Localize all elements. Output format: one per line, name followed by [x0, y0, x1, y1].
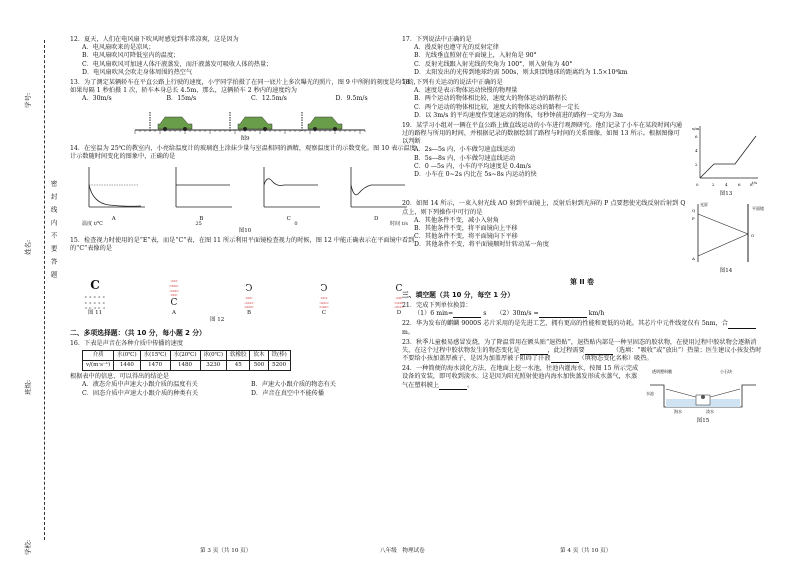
question-13: [70, 79, 420, 143]
option-a: A．速度是表示物体运动快慢的物理量: [414, 87, 518, 95]
option-b: B．其他条件不变，将平面镜向上平移: [414, 224, 518, 232]
svg-text:O: O: [751, 233, 755, 239]
svg-text:6: 6: [695, 133, 698, 139]
option-a: A．30m/s: [82, 95, 112, 103]
figure-13-caption: 图13: [719, 191, 733, 198]
graph-d-label: D: [374, 216, 379, 223]
fig15-pool-label: 水池: [646, 391, 654, 397]
graph-c: [254, 163, 324, 221]
svg-text:Q: Q: [692, 208, 696, 214]
figure-9-caption: 图9: [240, 135, 250, 142]
option-a: A．液态介质中声速大小跟介质的温度有关: [82, 381, 198, 389]
graph-b-label: B: [199, 216, 204, 223]
sound-speed-table: [82, 350, 291, 372]
fig15-stone-label: 小石块: [720, 369, 732, 375]
option-d: D．电风扇吹风会吹走身体周围的热空气: [82, 68, 193, 76]
section-2-title: 二、多项选择题：（共 10 分，每小题 2 分）: [70, 328, 206, 337]
answer-blank[interactable]: [728, 322, 756, 329]
svg-text:A: A: [692, 256, 695, 262]
class-field-label: 班级:: [24, 379, 32, 395]
svg-text:8: 8: [750, 181, 753, 187]
option-d: D．小车在 0~2s 内比在 5s~8s 内运动的快: [414, 171, 537, 178]
fig15-seawater-label: 海水: [674, 409, 682, 415]
option-b: B．两个运动的物体相比较，速度大的物体运动的路程长: [414, 95, 568, 103]
options-row: [70, 381, 420, 389]
figure-14-caption: 图14: [719, 267, 733, 274]
svg-text:6: 6: [738, 181, 741, 187]
question-sub-stem: 根据表中的信息，可以得出的结论是: [70, 373, 169, 381]
fig12-option-a: ɔɔɔ ᴄᴄᴄᴄ ɔɔɔɔ ᴄᴄᴄ C A: [169, 278, 179, 317]
option-b: B．15m/s: [166, 95, 197, 103]
option-c: C．0 —5s 内，小车的平均速度是 0.4m/s: [414, 162, 531, 170]
question-15: [70, 237, 420, 325]
graph-b: [166, 163, 236, 221]
question-14: [70, 145, 420, 235]
fig12-option-b: Ͻ ᴄᴄᴄ ɔɔɔɔ ᴄᴄᴄᴄ B: [244, 283, 254, 317]
graph-y0: 0: [294, 221, 298, 228]
figure-10-caption: 图10: [238, 227, 252, 234]
seal-warning: 密 封 线 内 不 要 答 题: [49, 180, 58, 278]
question-22: 22．华为发布的麒麟 9000S 芯片采用的是先进工艺，拥有更高的性能和更低的功耗。其芯片中元件线宽仅有 5nm，合m。: [402, 320, 762, 336]
question-stem: 14．在室温为 25℃的教室内，小亮给温度计的玻璃泡上涂抹少量与室温相同的酒精，观察温度计的示数变化。图 10 表示温度计示数随时间变化的图象中，正确的是: [70, 144, 416, 160]
question-stem: 18．下列有关运动的说法中正确的是: [402, 78, 503, 86]
left-column: [70, 36, 420, 400]
fig15-film-label: 透明塑料膜: [652, 369, 672, 375]
option-a: A．其他条件不变，减小入射角: [414, 216, 499, 224]
table-row: v/(m·s⁻¹) 1440 1470 1480 3230 45 500 5200: [83, 361, 291, 371]
option-c: C．固态介质中声速大小跟介质的种类有关: [82, 389, 199, 397]
figure-15: [644, 365, 762, 425]
figure-12-caption: 图 12: [210, 317, 225, 324]
figures-11-12: [70, 255, 420, 317]
question-stem: 20．如图 14 所示，一束入射光线 AO 射到平面镜上，反射后射到光屏的 P 点要想使光线反射后射到 Q 点上，则下列操作中可行的是: [402, 200, 686, 216]
question-stem: 12．夏天，人们在电风扇下吹风时感觉到非常凉爽，这是因为: [70, 36, 239, 43]
graph-xlabel: 时间 t/s: [390, 221, 408, 228]
answer-blank[interactable]: [439, 383, 467, 390]
graph-d: [341, 163, 411, 221]
option-d: D．9.5m/s: [335, 95, 368, 103]
question-24: 24．一种简便的海水淡化方法，在地面上挖一水池，往池内灌海水，按图 15 所示完成设备的安装，即可收到淡水。这是因为阳光照射使池内海水加快蒸发形成水蒸气，水蒸气在塑料膜上 。 透明塑料膜 小石块 水池 海水 淡水 图15: [402, 365, 762, 425]
figure-9-ruler-cars: [130, 104, 370, 136]
question-stem: 16．下表是声音在各种介质中传播的速度: [70, 339, 184, 347]
table-header-row: 介质 水(0℃) 水(15℃) 水(20℃) 冰(0℃) 软橡胶 软木 铁(棒): [83, 350, 291, 360]
option-b: B．光线垂直照射在平面镜上，入射角是 90°: [414, 52, 537, 60]
footer-page-4: 第 4 页（共 10 页）: [560, 548, 612, 554]
question-12: [70, 36, 420, 77]
option-c: C．12.5m/s: [251, 95, 287, 103]
question-stem: 21．完成下列单位换算：: [402, 301, 472, 309]
seal-line: [44, 40, 45, 540]
svg-text:2: 2: [695, 161, 698, 167]
option-d: D．以 3m/s 的平均速度作变速运动的物体，每秒钟前进的路程一定均为 3m: [414, 111, 623, 119]
fig14-screen-label: 光屏: [700, 202, 708, 208]
graph-a: [79, 163, 149, 221]
option-c: C．两个运动的物体相比较，速度大的物体运动的路程一定长: [414, 103, 580, 111]
part-2-title: 第 II 卷: [569, 277, 595, 286]
option-a: A．2s—5s 内，小车做匀速直线运动: [414, 146, 516, 154]
option-c: C．电风扇吹风可加速人体汗液蒸发，而汗液蒸发可吸收人体的热量；: [82, 60, 273, 68]
option-d: D．声音在真空中不能传播: [251, 389, 325, 397]
question-19: [402, 122, 762, 198]
question-23: 23．秋季儿童极易感冒发烧，为了降温常用在额头贴“退热贴”，退热贴内部是一种呈固态的胶状物，在使用过程中胶状物会逐渐消失，在这个过程中胶状物发生的物态变化是 ，此过程需要 （选填：“吸收”或“放出”）热量；医生建议小孩发热时不要给小孩加盖厚被子，是因为加盖厚被子阻碍了汗液 （填物态变化名称）吸热。: [402, 338, 762, 363]
options-row: [70, 95, 420, 103]
fig12-option-d: C ɔɔᴄ ᴄɔɔᴄ ɔᴄɔɔ D: [394, 283, 404, 317]
option-b: B．5s—8s 内，小车做匀速直线运动: [414, 154, 516, 162]
options-row: [70, 390, 420, 398]
figure-13: [690, 122, 762, 198]
figure-14-diagram: [690, 200, 762, 264]
question-16: [70, 340, 420, 398]
fig13-xlabel: t/s: [752, 179, 758, 185]
binding-margin: [0, 0, 62, 561]
option-d: D．太阳发出的光传到地球约需 500s，则太阳到地球的距离约为 1.5×10⁸km: [414, 68, 628, 76]
footer-grade: 八年级 物理试卷: [380, 548, 425, 554]
option-a: A．漫反射也遵守光的反射定律: [414, 44, 499, 52]
figure-10-graphs: [70, 163, 420, 221]
fig15-freshwater-label: 淡水: [706, 409, 714, 415]
figure-15-caption: 图15: [696, 418, 710, 425]
fig14-mirror-label: 平面镜: [752, 206, 764, 212]
answer-blank[interactable]: [539, 311, 587, 318]
figure-15-diagram: [644, 365, 762, 415]
graph-c-label: C: [286, 216, 291, 223]
student-id-field-label: 学号:: [24, 92, 32, 108]
fig12-option-c: Ͻ ᴄᴄɔ ɔᴄᴄɔ ᴄɔᴄᴄ C: [319, 283, 329, 317]
school-field-label: 学校:: [24, 539, 32, 555]
option-c: C．反射光线跟入射光线的夹角为 100°，则入射角为 40°: [414, 60, 573, 68]
svg-text:4: 4: [695, 147, 698, 153]
option-b: B．声速大小跟介质的物态有关: [251, 381, 336, 389]
answer-blank[interactable]: [551, 356, 579, 363]
figure-11-caption: 图 11: [87, 310, 103, 317]
figure-14: [690, 200, 762, 274]
name-field-label: 姓名:: [24, 239, 32, 255]
question-20: [402, 200, 762, 274]
figure-11: C ᴄ ɔ ᴄ ɔ ᴄ ᴄ ɔ ᴄ ɔ ᴄ ɔ ᴄ ɔ ᴄ ɔ 图 11: [70, 278, 120, 317]
option-d: D．其他条件不变，将平面镜顺时针转动某一角度: [414, 241, 549, 249]
question-stem: 17．下列说法中正确的是: [402, 36, 472, 43]
answer-blank[interactable]: [453, 311, 481, 318]
question-stem: 13．为了测定某辆轿车在平直公路上行驶的速度，小宇同学拍摄了在同一底片上多次曝光的照片，图 9 中所附的刻度是均匀的，如果每隔 1 秒拍摄 1 次，轿车本身总长 4.5m，那么，这辆轿车 2 秒内的速度约为: [70, 78, 420, 95]
graph-y25: 25: [195, 221, 202, 228]
graph-a-label: A: [111, 216, 116, 223]
question-stem: 19．某学习小组对一辆在平直公路上做直线运动的小车进行观测研究。他们记录了小车在某段时间内通过的路程与所用的时间，并根据记录的数据绘制了路程与时间的关系图像，如图 13 所示。根据图像可以判断: [402, 121, 683, 146]
svg-text:P: P: [692, 216, 695, 222]
figure-13-graph: [690, 122, 762, 188]
svg-text:2: 2: [712, 181, 715, 187]
option-b: B．电风扇吹风可降低室内的温度；: [82, 52, 180, 60]
fig13-ylabel: s/m: [692, 125, 700, 131]
question-17: [402, 36, 762, 77]
section-3-title: 三、填空题（共 10 分，每空 1 分）: [402, 290, 515, 299]
svg-text:0: 0: [696, 181, 699, 187]
question-stem: 15．检查视力时使用的是“E”表，而是“C”表，在图 11 所示利用平面镜检查视力的时候，图 12 中能正确表示在平面镜中看到的“C”表像的是: [70, 236, 415, 253]
right-column: [402, 36, 762, 428]
question-18: [402, 79, 762, 120]
graph-ylabel: 温度 t/℃: [82, 221, 103, 228]
option-a: A．电风扇吹来的是凉风；: [82, 44, 155, 52]
question-21: 21．完成下列单位换算： （1）6 min= s （2）30m/s = km/h: [402, 302, 762, 318]
footer-page-3: 第 3 页（共 10 页）: [200, 548, 252, 554]
option-c: C．其他条件不变，将平面镜向下平移: [414, 233, 518, 241]
svg-text:4: 4: [725, 181, 728, 187]
